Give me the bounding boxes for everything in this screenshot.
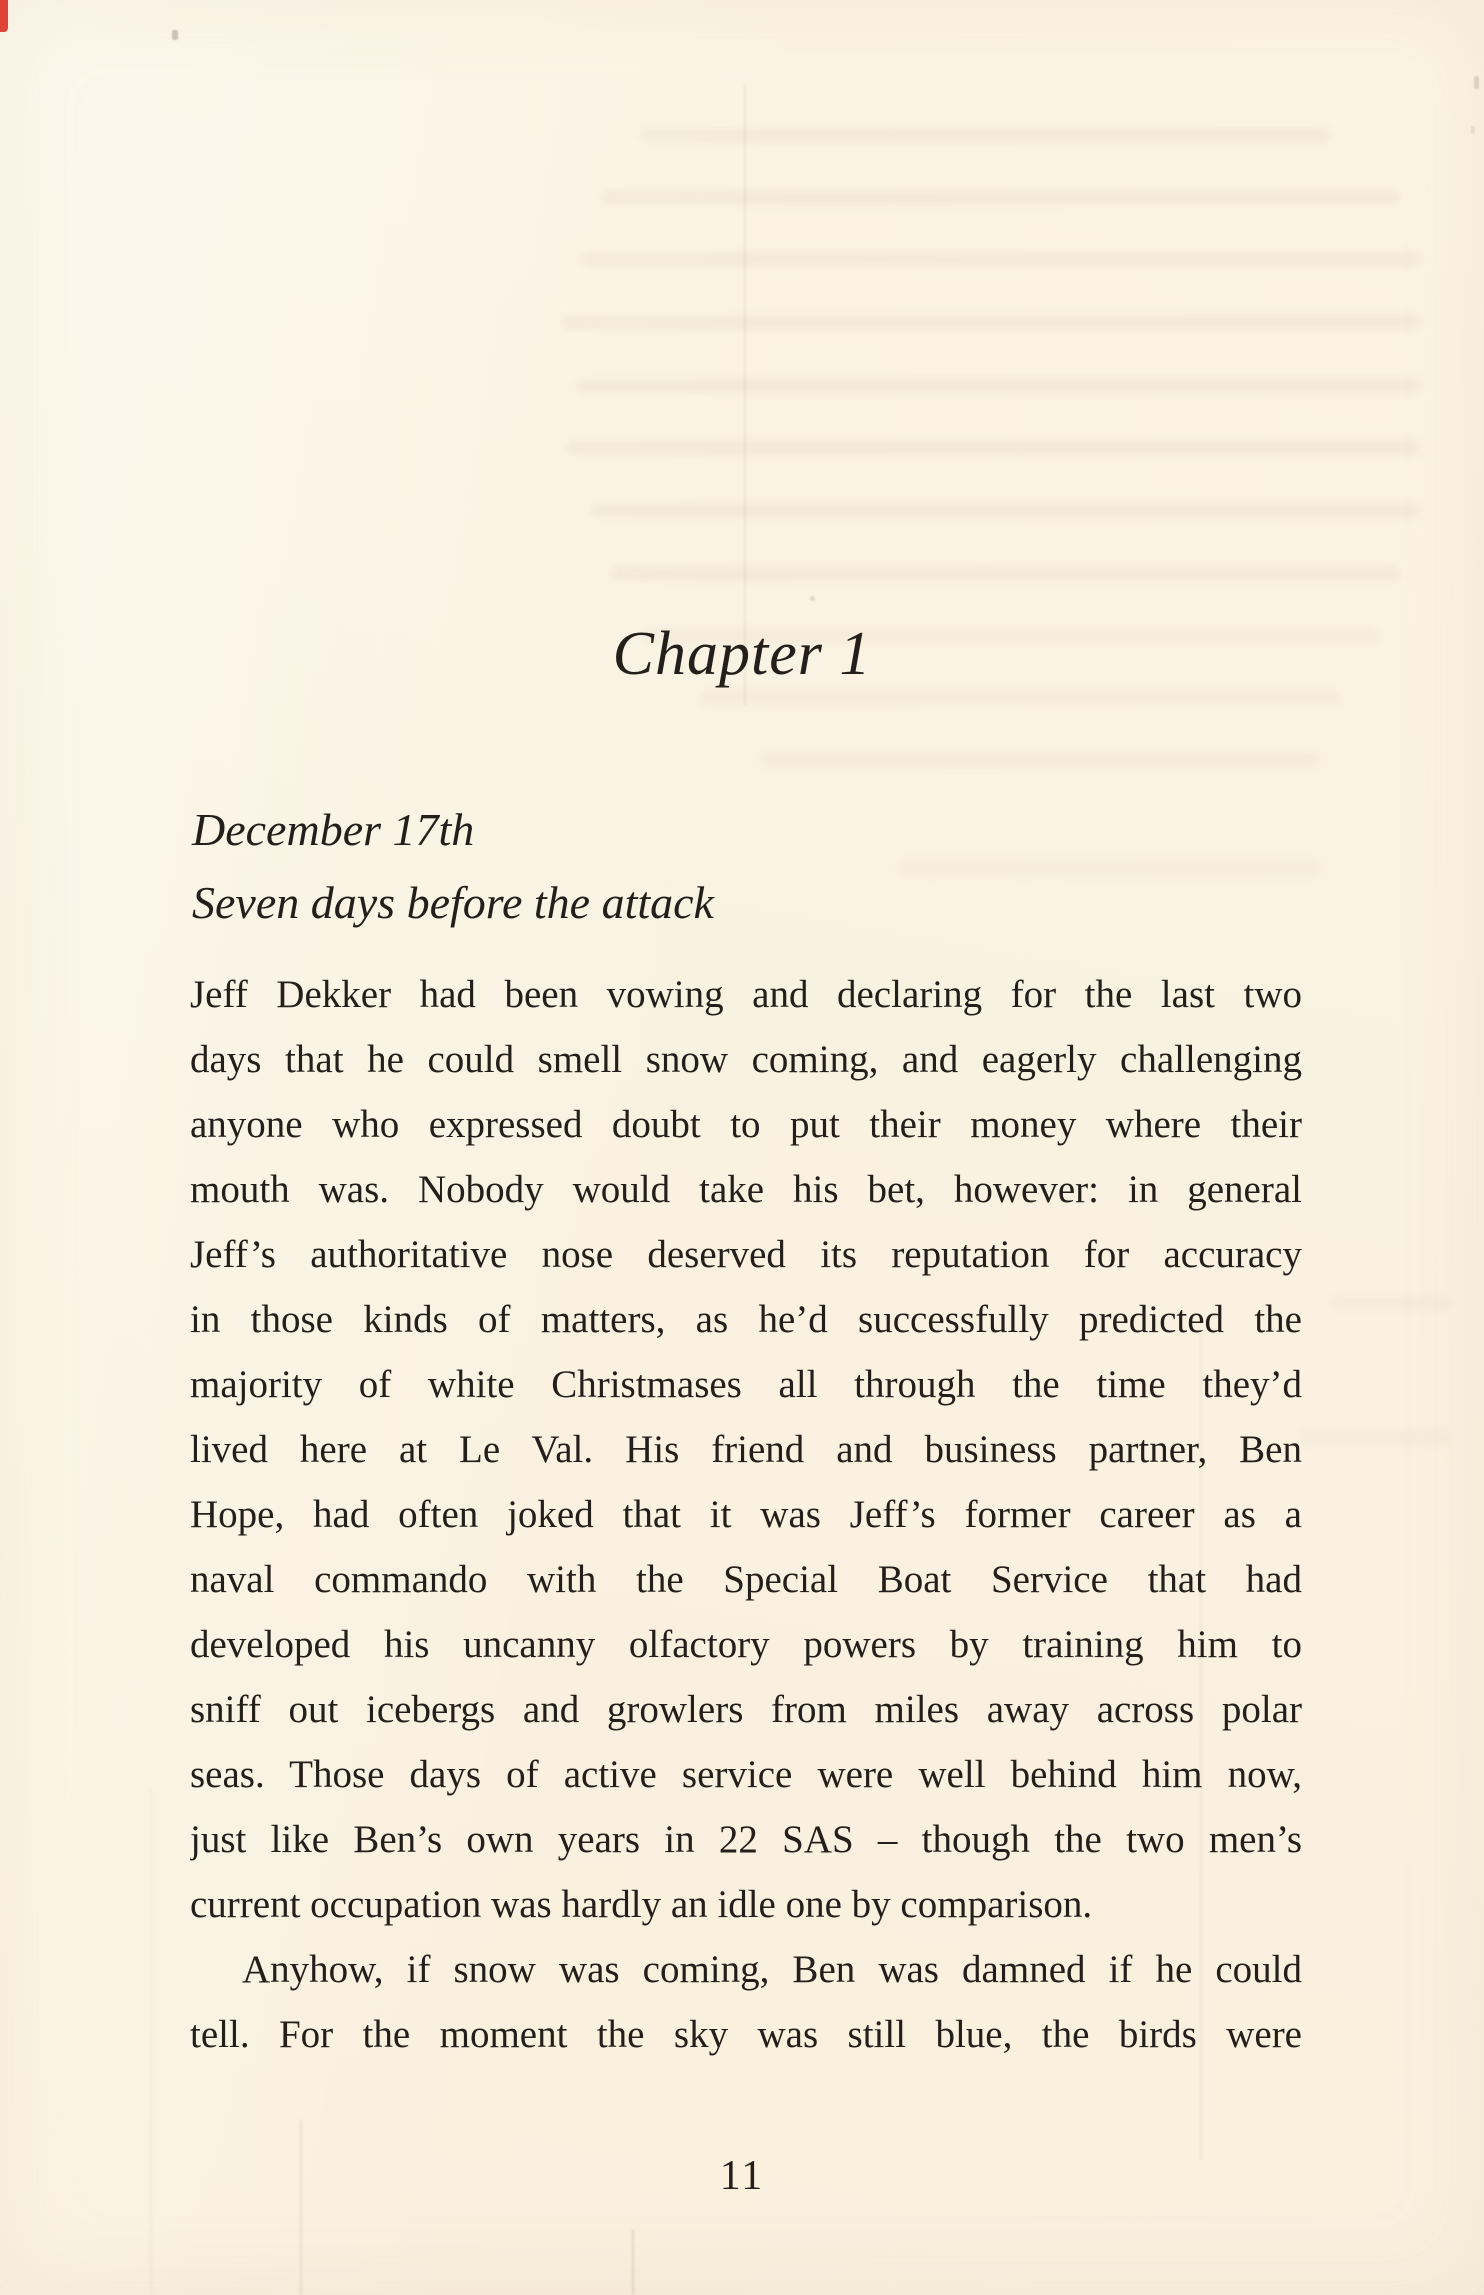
body-text-line: just like Ben’s own years in 22 SAS – though the two men’s	[190, 1818, 1302, 1861]
show-through-smudge	[600, 190, 1400, 205]
paper-crease	[632, 2230, 634, 2295]
show-through-smudge	[1330, 1295, 1450, 1310]
body-text-line: Jeff Dekker had been vowing and declaring for the last two	[190, 973, 1302, 1016]
body-text-line: lived here at Le Val. His friend and business partner, Ben	[190, 1428, 1302, 1471]
body-text-line: days that he could smell snow coming, and eagerly challenging	[190, 1038, 1302, 1081]
show-through-smudge	[700, 690, 1340, 705]
show-through-smudge	[580, 252, 1420, 267]
show-through-smudge	[900, 860, 1320, 875]
body-text-line: sniff out icebergs and growlers from miles away across polar	[190, 1688, 1302, 1731]
show-through-smudge	[590, 503, 1420, 518]
body-text-line: Hope, had often joked that it was Jeff’s former career as a	[190, 1493, 1302, 1536]
red-corner-mark	[0, 0, 8, 32]
body-text-line: developed his uncanny olfactory powers by training him to	[190, 1623, 1302, 1666]
show-through-smudge	[610, 566, 1400, 581]
body-text-line: Anyhow, if snow was coming, Ben was damned if he could	[242, 1948, 1302, 1991]
body-text-line: in those kinds of matters, as he’d successfully predicted the	[190, 1298, 1302, 1341]
body-text-line: naval commando with the Special Boat Service that had	[190, 1558, 1302, 1601]
paper-speck	[1474, 76, 1479, 89]
body-text	[190, 962, 1302, 2067]
show-through-smudge	[575, 378, 1420, 393]
body-text-line: tell. For the moment the sky was still blue, the birds were	[190, 2013, 1302, 2056]
body-text-line: seas. Those days of active service were well behind him now,	[190, 1753, 1302, 1796]
body-text-line: majority of white Christmases all through the time they’d	[190, 1363, 1302, 1406]
paper-speck	[810, 596, 815, 601]
paper-speck	[1471, 126, 1475, 134]
show-through-smudge	[560, 315, 1420, 330]
epigraph-countdown-line: Seven days before the attack	[192, 877, 714, 928]
epigraph-date-line: December 17th	[192, 804, 475, 855]
show-through-smudge	[565, 440, 1420, 455]
epigraph	[192, 793, 714, 939]
body-text-line: mouth was. Nobody would take his bet, however: in general	[190, 1168, 1302, 1211]
paper-crease	[300, 2120, 302, 2295]
show-through-smudge	[1300, 1430, 1450, 1445]
paper-crease	[744, 85, 746, 705]
body-text-line: current occupation was hardly an idle one by comparison.	[190, 1883, 1093, 1926]
body-text-line: anyone who expressed doubt to put their money where their	[190, 1103, 1302, 1146]
paper-crease	[150, 1790, 152, 2295]
paper-speck	[172, 30, 178, 40]
chapter-heading: Chapter 1	[612, 619, 872, 688]
show-through-smudge	[760, 752, 1320, 767]
page-number: 11	[719, 2153, 765, 2199]
body-text-line: Jeff’s authoritative nose deserved its reputation for accuracy	[190, 1233, 1302, 1276]
